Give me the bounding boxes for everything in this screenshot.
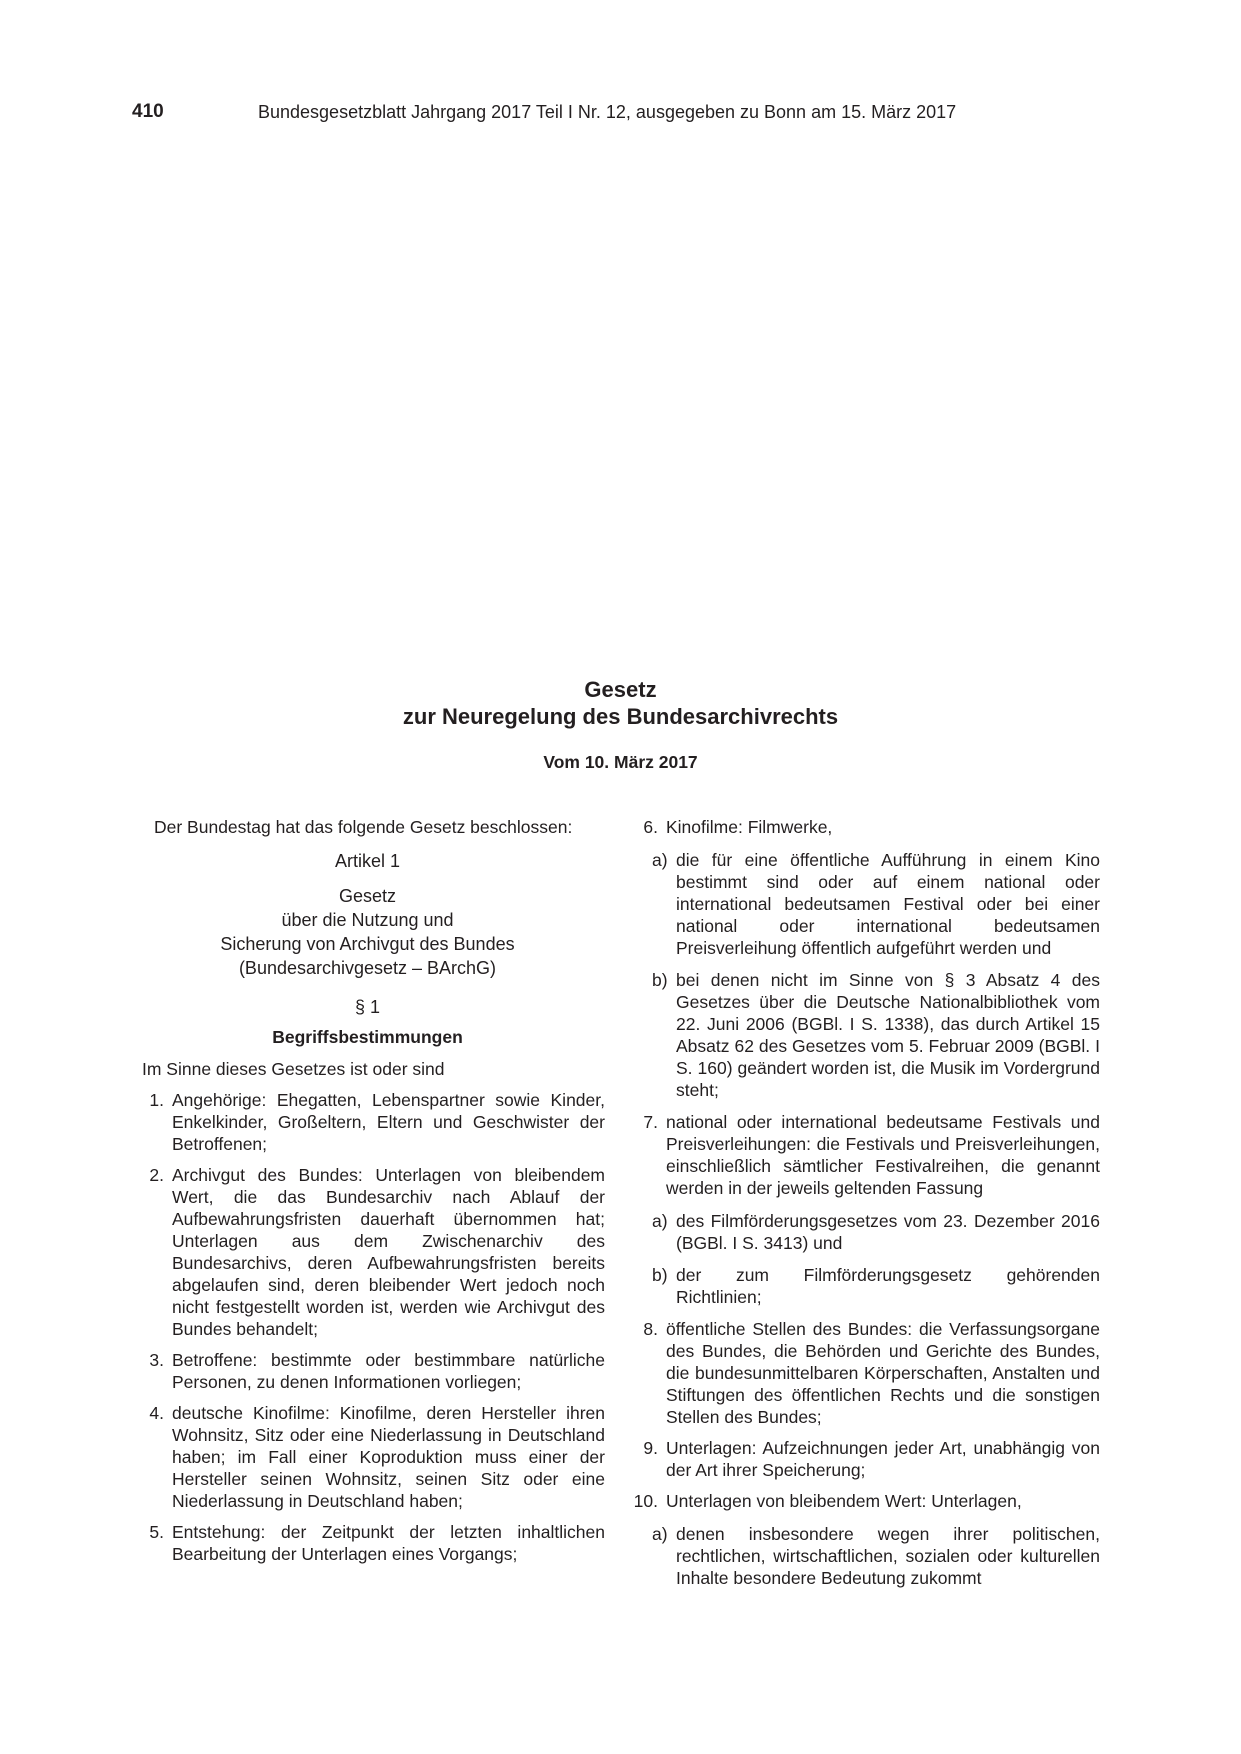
list-item-text: Archivgut des Bundes: Unterlagen von bleibendem Wert, die das Bundesarchiv nach Ablauf der Aufbewahrungsfristen dauerhaft übernommen hat; Unterlagen aus dem Zwischenarchiv des Bundesarchivs, deren Aufbewahrungsfristen bereits abgelaufen sind, deren bleibender Wert jedoch noch nicht festgestellt worden ist, werden wie Archivgut des Bundes behandelt; (172, 1165, 605, 1339)
sub-list-item (652, 1264, 1100, 1308)
running-head: Bundesgesetzblatt Jahrgang 2017 Teil I Nr. 12, ausgegeben zu Bonn am 15. März 2017 (258, 102, 957, 122)
list-item (624, 1437, 1100, 1481)
sub-list-item-letter: a) (652, 850, 668, 870)
list-item-text: Unterlagen von bleibendem Wert: Unterlagen, (666, 1491, 1022, 1511)
list-item-number: 3. (149, 1350, 164, 1370)
list-item-number: 4. (149, 1403, 164, 1423)
list-item (624, 1490, 1100, 1512)
sub-list-item-letter: b) (652, 970, 668, 990)
sub-list-item-letter: a) (652, 1211, 668, 1231)
article-heading: Artikel 1 (334, 851, 401, 871)
list-item-number: 1. (149, 1090, 164, 1110)
list-item (130, 1521, 605, 1565)
section-heading: Begriffsbestimmungen (272, 1027, 463, 1047)
list-item-text: Unterlagen: Aufzeichnungen jeder Art, unabhängig von der Art ihrer Speicherung; (666, 1438, 1100, 1480)
law-title (130, 884, 605, 980)
list-item-text: deutsche Kinofilme: Kinofilme, deren Hersteller ihren Wohnsitz, Sitz oder eine Niederlassung in Deutschland haben; im Fall einer Koproduktion muss einer der Hersteller seinen Wohnsitz, seinen Sitz oder eine Niederlassung in Deutschland haben; (172, 1403, 605, 1511)
sub-list-item (652, 1523, 1100, 1589)
list-item-text: öffentliche Stellen des Bundes: die Verfassungsorgane des Bundes, die Behörden und Gerichte des Bundes, die bundesunmittelbaren Körperschaften, Anstalten und Stiftungen des öffentlichen Rechts und die sonstigen Stellen des Bundes; (666, 1319, 1100, 1427)
list-item-text: Entstehung: der Zeitpunkt der letzten inhaltlichen Bearbeitung der Unterlagen eines Vorgangs; (172, 1522, 605, 1564)
page-header (132, 100, 1112, 124)
list-item (624, 816, 1100, 838)
sub-list-item-text: bei denen nicht im Sinne von § 3 Absatz 4 des Gesetzes über die Deutsche Nationalbibliothek vom 22. Juni 2006 (BGBl. I S. 1338), das durch Artikel 15 Absatz 62 des Gesetzes vom 5. Februar 2009 (BGBl. I S. 160) geändert worden ist, die Musik im Vordergrund steht; (676, 970, 1100, 1100)
list-item-number: 8. (643, 1319, 658, 1339)
sub-list-item (652, 969, 1100, 1101)
law-title-line: (Bundesarchivgesetz – BArchG) (238, 958, 497, 978)
document-title: Gesetz (584, 677, 657, 702)
list-item-text: Kinofilme: Filmwerke, (666, 817, 833, 837)
list-item-number: 2. (149, 1165, 164, 1185)
list-item (130, 1089, 605, 1155)
list-item-number: 5. (149, 1522, 164, 1542)
list-item-text: national oder international bedeutsame Festivals und Preisverleihungen: die Festivals und Preisverleihungen, einschließlich sämtlicher Festivalreihen, die genannt werden in der jeweils geltenden Fassung (666, 1112, 1100, 1198)
list-item-group (624, 1490, 1100, 1589)
list-item (624, 1111, 1100, 1199)
sub-list-item-text: des Filmförderungsgesetzes vom 23. Dezember 2016 (BGBl. I S. 3413) und (676, 1211, 1100, 1253)
list-item (130, 1402, 605, 1512)
document-title-block (0, 676, 1241, 730)
list-item-group (624, 1111, 1100, 1308)
list-item-number: 10. (633, 1491, 658, 1511)
sub-list-item-letter: a) (652, 1524, 668, 1544)
preamble: Der Bundestag hat das folgende Gesetz beschlossen: (154, 817, 573, 837)
law-title-line: Sicherung von Archivgut des Bundes (220, 934, 515, 954)
list-item (130, 1349, 605, 1393)
list-item (624, 1318, 1100, 1428)
law-title-line: Gesetz (338, 886, 397, 906)
list-item-group (624, 816, 1100, 1101)
right-column (624, 816, 1100, 1599)
list-item (130, 1164, 605, 1340)
list-item-number: 7. (643, 1112, 658, 1132)
section-intro: Im Sinne dieses Gesetzes ist oder sind (142, 1059, 445, 1079)
sub-list-item (652, 1210, 1100, 1254)
list-item-number: 9. (643, 1438, 658, 1458)
sub-list-item-text: der zum Filmförderungsgesetz gehörenden Richtlinien; (676, 1265, 1100, 1307)
left-column (130, 816, 605, 1574)
document-subtitle: zur Neuregelung des Bundesarchivrechts (402, 704, 839, 729)
law-title-line: über die Nutzung und (281, 910, 454, 930)
section-number: § 1 (354, 997, 381, 1017)
sub-list-item (652, 849, 1100, 959)
list-item-text: Angehörige: Ehegatten, Lebenspartner sowie Kinder, Enkelkinder, Großeltern, Eltern und Geschwister der Betroffenen; (172, 1090, 605, 1154)
page-number: 410 (132, 101, 164, 122)
sub-list-item-letter: b) (652, 1265, 668, 1285)
sub-list-item-text: die für eine öffentliche Aufführung in einem Kino bestimmt sind oder auf einem national oder international bedeutsamen Festival oder bei einer national oder international bedeutsamen Preisverleihung öffentlich aufgeführt werden und (676, 850, 1100, 958)
document-date: Vom 10. März 2017 (543, 752, 698, 772)
list-item-number: 6. (643, 817, 658, 837)
list-item-text: Betroffene: bestimmte oder bestimmbare natürliche Personen, zu denen Informationen vorliegen; (172, 1350, 605, 1392)
sub-list-item-text: denen insbesondere wegen ihrer politischen, rechtlichen, wirtschaftlichen, sozialen oder kulturellen Inhalte besondere Bedeutung zukommt (676, 1524, 1100, 1588)
